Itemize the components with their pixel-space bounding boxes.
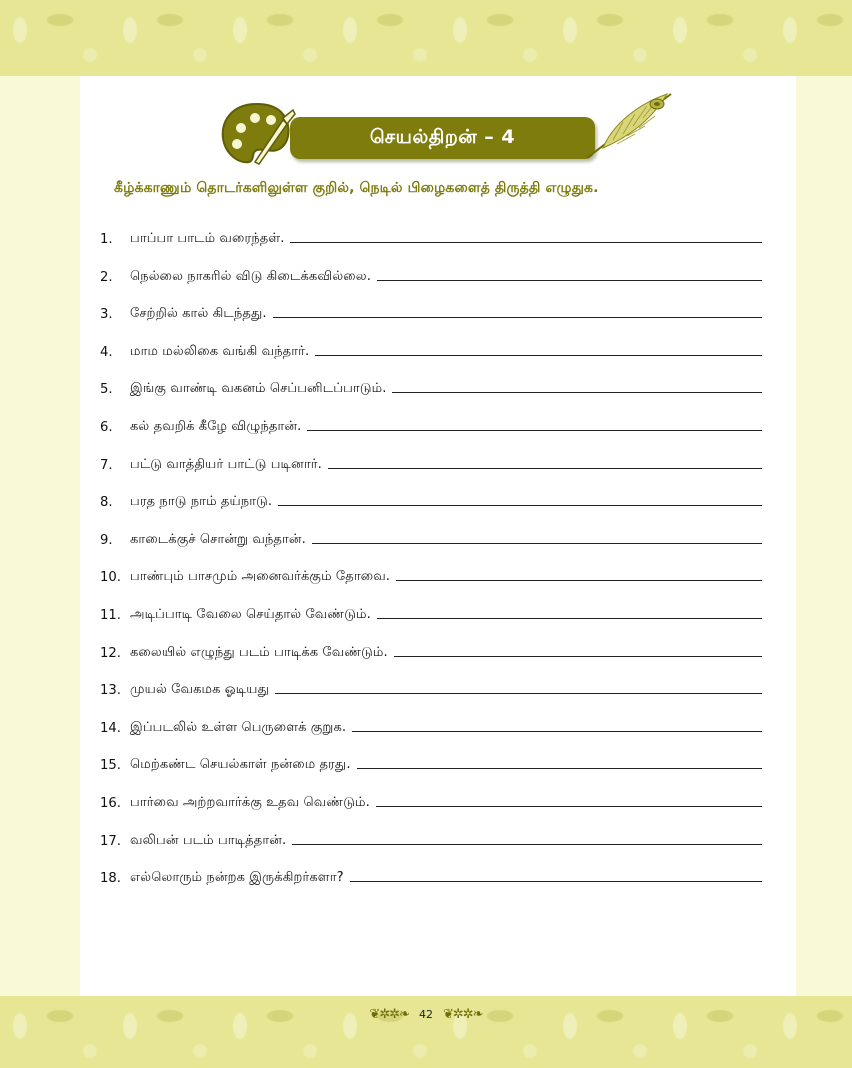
exercise-sentence: மெற்கண்ட செயல்காள் நன்மை தரது. [130, 757, 351, 773]
exercise-number: 17. [100, 833, 121, 849]
exercise-number: 10. [100, 570, 121, 586]
exercise-number: 13. [100, 683, 121, 699]
exercise-number: 18. [100, 871, 121, 887]
exercise-sentence: காடைக்குச் சொன்று வந்தான். [130, 531, 306, 547]
exercise-sentence: பாப்பா பாடம் வரைந்தள். [130, 231, 285, 246]
answer-line[interactable] [328, 467, 762, 469]
exercise-row [100, 263, 762, 285]
exercise-sentence: பட்டு வாத்தியர் பாட்டு படினார். [130, 456, 322, 472]
exercise-number: 1. [100, 232, 113, 247]
answer-line[interactable] [352, 730, 762, 732]
exercise-sentence: சேற்றில் கால் கிடந்தது. [130, 306, 267, 322]
exercise-row [100, 488, 762, 510]
exercise-sentence: இப்படலில் உள்ள பெருளைக் குறுக. [130, 719, 347, 735]
exercise-number: 11. [100, 608, 121, 623]
exercise-row [100, 676, 762, 698]
exercise-number: 8. [100, 495, 113, 511]
exercise-row [100, 413, 762, 435]
exercise-number: 2. [100, 269, 113, 285]
exercise-row [100, 827, 762, 849]
exercise-number: 14. [100, 720, 121, 736]
top-decorative-band [0, 0, 852, 76]
exercise-sentence: கல் தவறிக் கீழே விழுந்தான். [130, 419, 302, 434]
exercise-row [100, 563, 762, 585]
answer-line[interactable] [278, 504, 762, 506]
exercise-row [100, 451, 762, 473]
exercise-row [100, 338, 762, 360]
answer-line[interactable] [273, 316, 762, 318]
exercise-row [100, 714, 762, 736]
answer-line[interactable] [357, 767, 762, 769]
exercise-number: 3. [100, 307, 113, 323]
answer-line[interactable] [394, 655, 762, 657]
exercise-sentence: வலிபன் படம் பாடித்தான். [130, 832, 287, 848]
exercise-number: 5. [100, 382, 113, 398]
exercise-number: 12. [100, 645, 121, 661]
exercise-row [100, 375, 762, 397]
left-margin [0, 76, 80, 996]
activity-title-banner [290, 117, 595, 159]
exercise-number: 4. [100, 344, 113, 360]
footer-ornament-icon: ❦✲✲❧ [443, 1006, 483, 1022]
right-margin [796, 76, 852, 996]
exercise-row [100, 225, 762, 247]
page-number: 42 [419, 1007, 433, 1021]
answer-line[interactable] [307, 429, 762, 431]
exercise-sentence: இங்கு வாண்டி வகனம் செப்பனிடப்பாடும். [130, 381, 387, 397]
exercise-sentence: மாம மல்லிகை வங்கி வந்தார். [130, 343, 310, 359]
answer-line[interactable] [350, 880, 762, 882]
answer-line[interactable] [396, 579, 762, 581]
exercise-sentence: கலையில் எழுந்து படம் பாடிக்க வேண்டும். [130, 644, 388, 660]
exercise-number: 6. [100, 420, 113, 435]
exercise-sentence: முயல் வேகமக ஓடியது [130, 682, 270, 698]
page-footer [0, 1002, 852, 1026]
answer-line[interactable] [275, 692, 762, 694]
exercise-sentence: பாண்பும் பாசமும் அனைவர்க்கும் தோவை. [130, 569, 391, 585]
answer-line[interactable] [392, 391, 762, 393]
activity-title: செயல்திறன் – 4 [369, 125, 516, 148]
answer-line[interactable] [376, 805, 762, 807]
exercise-row [100, 789, 762, 811]
palette-brush-icon [219, 98, 297, 172]
exercise-number: 9. [100, 532, 113, 548]
instruction-text: கீழ்க்காணும் தொடர்களிலுள்ள குறில், நெடில் பிழைகளைத் திருத்தி எழுதுக. [114, 180, 599, 196]
exercise-row [100, 601, 762, 623]
exercise-row [100, 639, 762, 661]
exercise-row [100, 751, 762, 773]
exercise-row [100, 864, 762, 886]
exercise-sentence: பரத நாடு நாம் தய்நாடு. [130, 494, 273, 510]
exercise-sentence: நெல்லை நாகரில் விடு கிடைக்கவில்லை. [130, 268, 371, 284]
answer-line[interactable] [290, 241, 762, 243]
footer-ornament-icon: ❦✲✲❧ [369, 1006, 409, 1022]
answer-line[interactable] [377, 617, 762, 619]
answer-line[interactable] [377, 279, 762, 281]
answer-line[interactable] [292, 843, 762, 845]
exercise-number: 16. [100, 796, 121, 811]
exercise-row [100, 300, 762, 322]
answer-line[interactable] [315, 354, 762, 356]
answer-line[interactable] [312, 542, 762, 544]
exercise-sentence: அடிப்பாடி வேலை செய்தால் வேண்டும். [130, 607, 371, 622]
exercise-sentence: பார்வை அற்றவார்க்கு உதவ வெண்டும். [130, 795, 370, 810]
exercise-number: 7. [100, 457, 113, 473]
exercise-sentence: எல்லொரும் நன்றக இருக்கிறர்களா? [130, 870, 344, 886]
exercise-number: 15. [100, 758, 121, 774]
exercise-row [100, 526, 762, 548]
peacock-feather-icon [583, 88, 675, 160]
